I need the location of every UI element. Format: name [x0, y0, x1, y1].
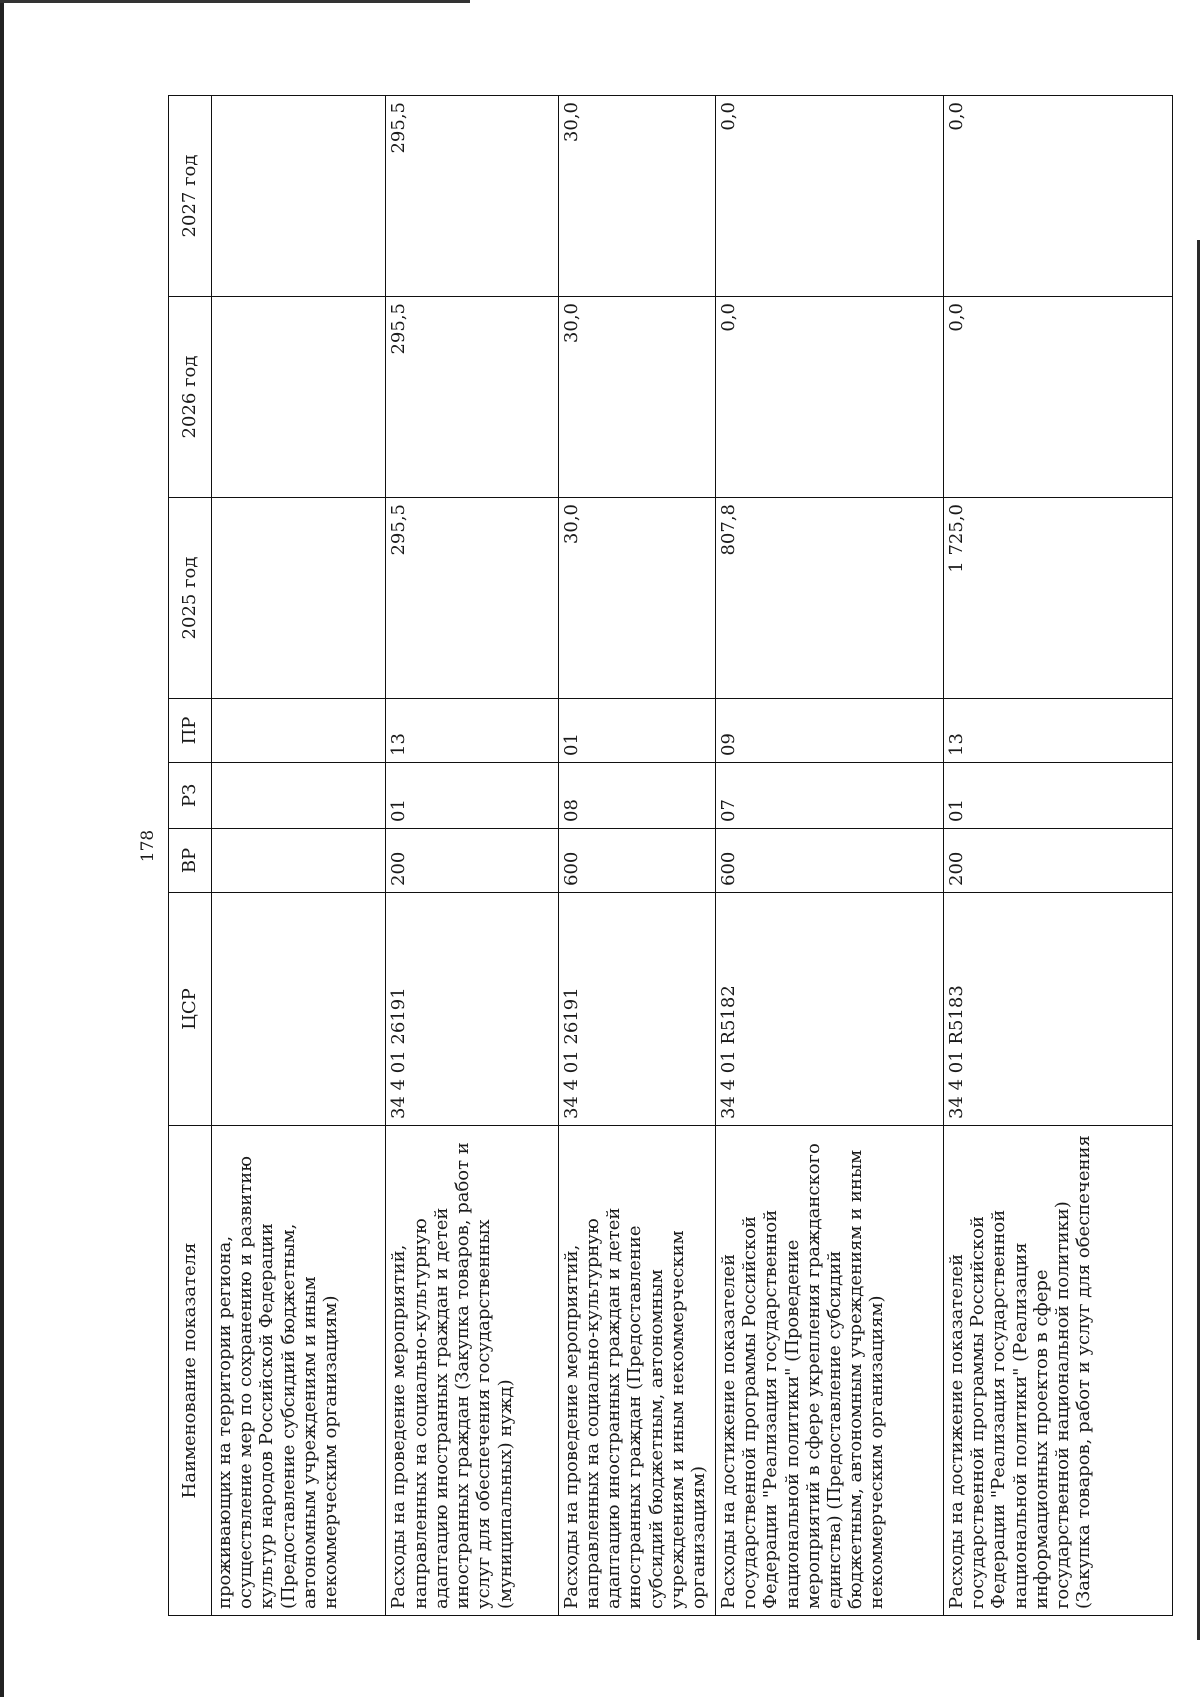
cell-pr: 13 [386, 699, 558, 763]
cell-2027: 0,0 [715, 96, 943, 297]
cell-rz: 08 [558, 763, 715, 829]
table-row [715, 96, 943, 1616]
cell-csr: 34 4 01 R5183 [943, 893, 1172, 1126]
cell-2025: 30,0 [558, 498, 715, 699]
cell-2026: 0,0 [715, 297, 943, 498]
cell-csr [212, 893, 386, 1126]
header-2026: 2026 год [169, 297, 212, 498]
table-row [212, 96, 386, 1616]
header-rz: РЗ [169, 763, 212, 829]
cell-2027: 0,0 [943, 96, 1172, 297]
cell-2026: 30,0 [558, 297, 715, 498]
table-row [386, 96, 558, 1616]
cell-rz: 07 [715, 763, 943, 829]
cell-vr: 600 [558, 829, 715, 893]
cell-vr: 600 [715, 829, 943, 893]
cell-name: Расходы на проведение мероприятий, направленных на социально-культурную адаптацию иностранных граждан и детей иностранных граждан (Закупка товаров, работ и услуг для обеспечения государственных (муниципальных) нужд) [386, 1126, 558, 1616]
cell-name: Расходы на достижение показателей государственной программы Российской Федерации "Реализация государственной национальной политики" (Проведение мероприятий в сфере укрепления гражданского единства) (Предоставление субсидий бюджетным, автономным учреждениям и иным некоммерческим организациям) [715, 1126, 943, 1616]
cell-2026 [212, 297, 386, 498]
cell-2027: 30,0 [558, 96, 715, 297]
table-header-row [169, 96, 212, 1616]
header-2027: 2027 год [169, 96, 212, 297]
cell-2026: 295,5 [386, 297, 558, 498]
cell-name: Расходы на проведение мероприятий, направленных на социально-культурную адаптацию иностранных граждан и детей иностранных граждан (Предоставление субсидий бюджетным, автономным учреждениям и иным некоммерческим организациям) [558, 1126, 715, 1616]
page-number: 178 [138, 829, 158, 863]
cell-rz: 01 [943, 763, 1172, 829]
cell-vr [212, 829, 386, 893]
cell-vr: 200 [943, 829, 1172, 893]
cell-2025 [212, 498, 386, 699]
header-csr: ЦСР [169, 893, 212, 1126]
cell-vr: 200 [386, 829, 558, 893]
table-row [943, 96, 1172, 1616]
header-vr: ВР [169, 829, 212, 893]
header-pr: ПР [169, 699, 212, 763]
scan-edge-top [0, 0, 470, 3]
cell-name: проживающих на территории региона, осуществление мер по сохранению и развитию культур народов Российской Федерации (Предоставление субсидий бюджетным, автономным учреждениям и иным некоммерческим организациям) [212, 1126, 386, 1616]
cell-2025: 295,5 [386, 498, 558, 699]
header-name: Наименование показателя [169, 1126, 212, 1616]
cell-pr: 01 [558, 699, 715, 763]
cell-csr: 34 4 01 R5182 [715, 893, 943, 1126]
cell-2026: 0,0 [943, 297, 1172, 498]
budget-table [168, 95, 1173, 1616]
cell-2027 [212, 96, 386, 297]
header-2025: 2025 год [169, 498, 212, 699]
cell-2027: 295,5 [386, 96, 558, 297]
cell-name: Расходы на достижение показателей государственной программы Российской Федерации "Реализация государственной национальной политики" (Реализация информационных проектов в сфере государственной национальной политики) (Закупка товаров, работ и услуг для обеспечения [943, 1126, 1172, 1616]
cell-csr: 34 4 01 26191 [386, 893, 558, 1126]
table-row [558, 96, 715, 1616]
cell-pr: 13 [943, 699, 1172, 763]
scan-edge-left [0, 0, 4, 1697]
cell-2025: 807,8 [715, 498, 943, 699]
cell-csr: 34 4 01 26191 [558, 893, 715, 1126]
cell-pr: 09 [715, 699, 943, 763]
cell-rz: 01 [386, 763, 558, 829]
cell-pr [212, 699, 386, 763]
rotated-table-container [168, 96, 1173, 1616]
cell-rz [212, 763, 386, 829]
cell-2025: 1 725,0 [943, 498, 1172, 699]
